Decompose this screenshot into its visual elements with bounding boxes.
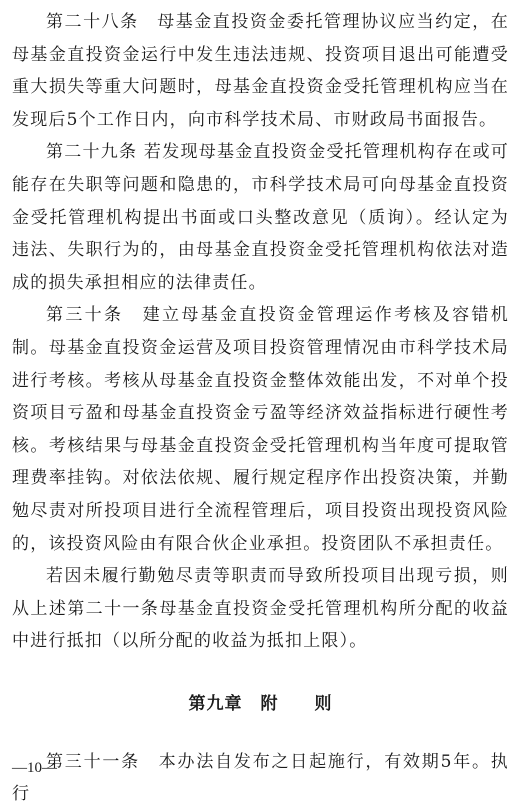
document-page — [12, 6, 509, 811]
loss-deduction-paragraph: 若因未履行勤勉尽责等职责而导致所投项目出现亏损，则从上述第二十一条母基金直投资金受托管理机构所分配的收益中进行抵扣（以所分配的收益为抵扣上限）。 — [12, 566, 509, 652]
page-number: —10— — [12, 760, 57, 776]
article-30-paragraph: 第三十条 建立母基金直投资金管理运作考核及容错机制。母基金直投资金运营及项目投资管理情况由市科学技术局进行考核。考核从母基金直投资金整体效能出发，不对单个投资项目亏盈和母基金直投资金亏盈等经济效益指标进行硬性考核。考核结果与母基金直投资金受托管理机构当年度可提取管理费率挂钩。对依法依规、履行规定程序作出投资决策，并勤勉尽责对所投项目进行全流程管理后，项目投资出现投资风险的，该投资风险由有限合伙企业承担。投资团队不承担责任。 — [12, 305, 509, 554]
chapter-title: 第九章 附 则 — [188, 693, 333, 714]
article-28-paragraph: 第二十八条 母基金直投资金委托管理协议应当约定，在母基金直投资金运行中发生违法违规、投资项目退出可能遭受重大损失等重大问题时，母基金直投资金受托管理机构应当在发现后5个工作日内，向市科学技术局、市财政局书面报告。 — [12, 12, 509, 130]
article-29-paragraph: 第二十九条 若发现母基金直投资金受托管理机构存在或可能存在失职等问题和隐患的，市科学技术局可向母基金直投资金受托管理机构提出书面或口头整改意见（质询）。经认定为违法、失职行为的，由母基金直投资金受托管理机构依法对造成的损失承担相应的法律责任。 — [12, 142, 509, 293]
article-31-paragraph: 第三十一条 本办法自发布之日起施行，有效期5年。执行 — [12, 751, 509, 805]
chapter-spacer — [12, 720, 509, 746]
